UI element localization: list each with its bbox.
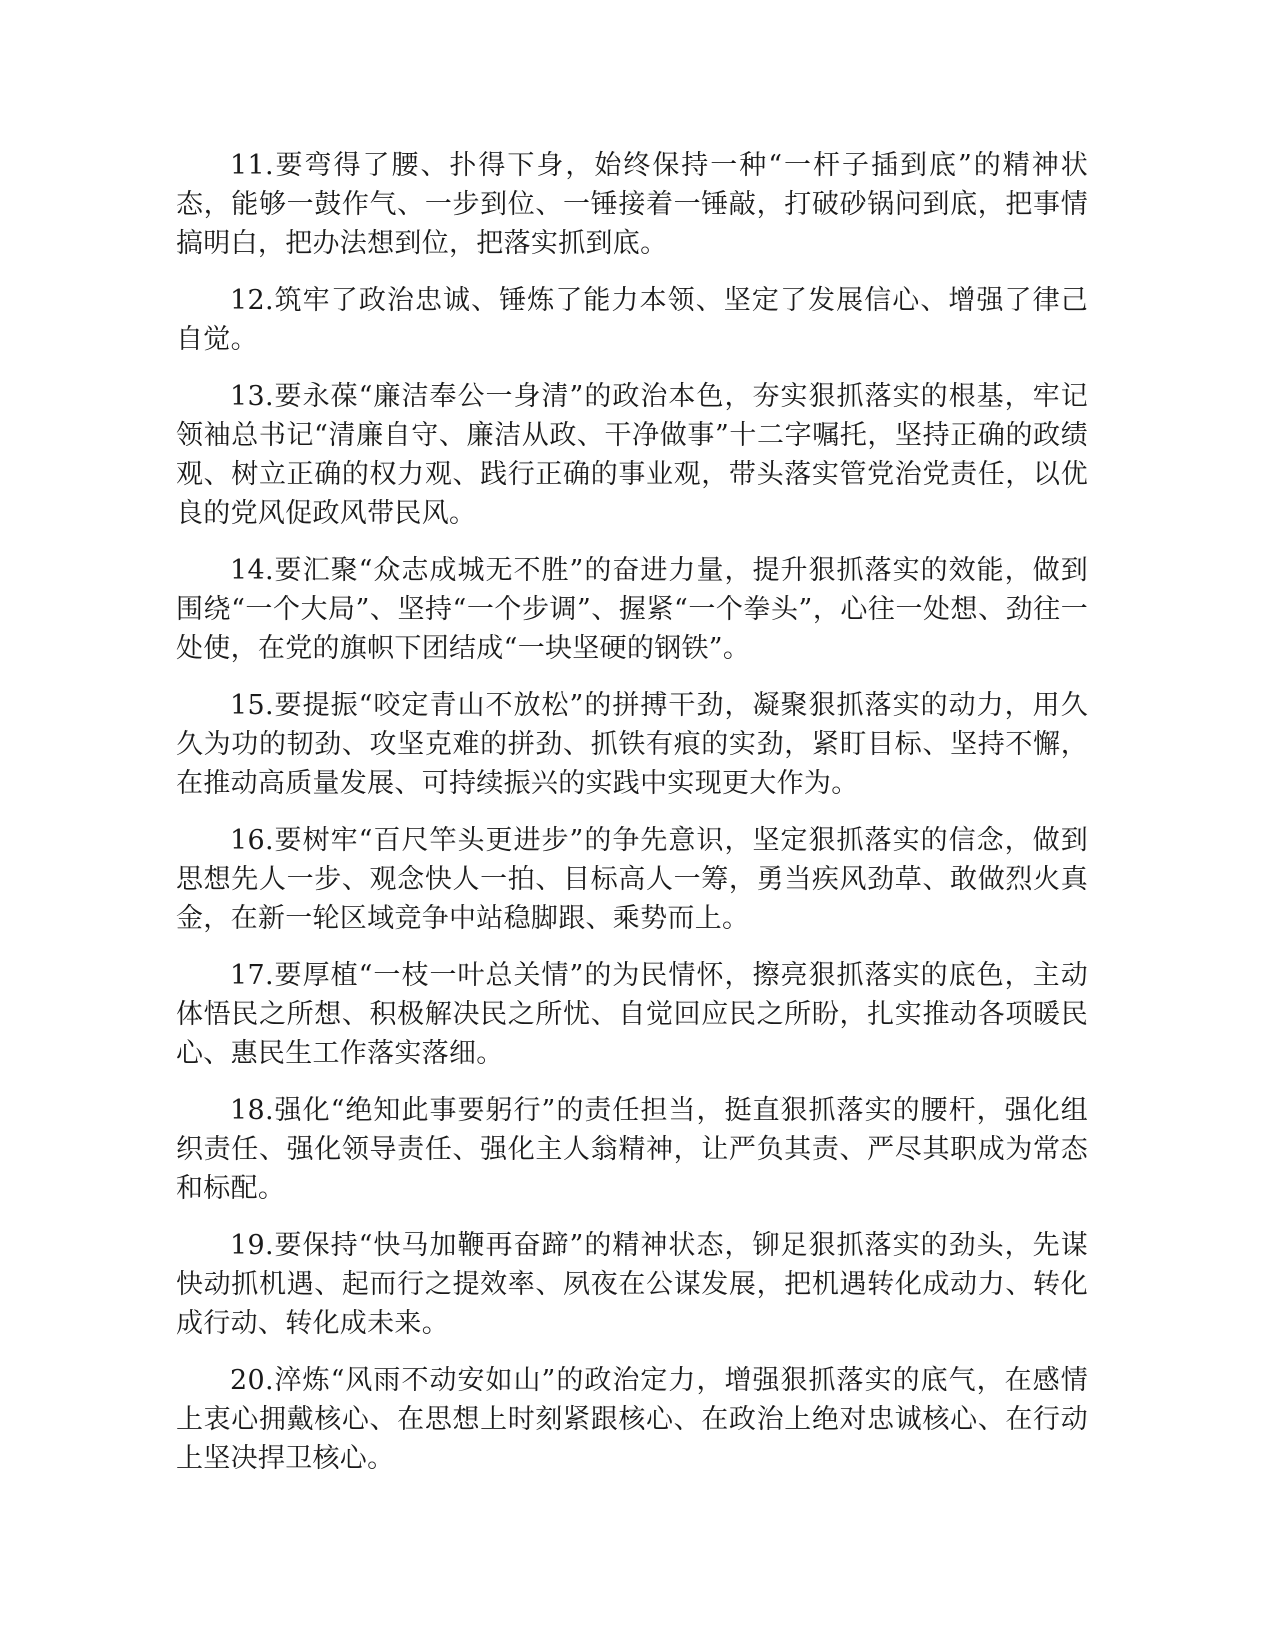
paragraph-20: 20.淬炼“风雨不动安如山”的政治定力，增强狠抓落实的底气，在感情上衷心拥戴核心、在思想上时刻紧跟核心、在政治上绝对忠诚核心、在行动上坚决捍卫核心。	[176, 1365, 1088, 1474]
paragraph-12: 12.筑牢了政治忠诚、锤炼了能力本领、坚定了发展信心、增强了律己自觉。	[176, 285, 1088, 355]
paragraph-18: 18.强化“绝知此事要躬行”的责任担当，挺直狠抓落实的腰杆，强化组织责任、强化领导责任、强化主人翁精神，让严负其责、严尽其职成为常态和标配。	[176, 1095, 1088, 1204]
paragraph-13: 13.要永葆“廉洁奉公一身清”的政治本色，夯实狠抓落实的根基，牢记领袖总书记“清廉自守、廉洁从政、干净做事”十二字嘱托，坚持正确的政绩观、树立正确的权力观、践行正确的事业观，带头落实管党治党责任，以优良的党风促政风带民风。	[176, 381, 1088, 529]
paragraph-15: 15.要提振“咬定青山不放松”的拼搏干劲，凝聚狠抓落实的动力，用久久为功的韧劲、攻坚克难的拼劲、抓铁有痕的实劲，紧盯目标、坚持不懈，在推动高质量发展、可持续振兴的实践中实现更大作为。	[176, 690, 1088, 799]
paragraph-16: 16.要树牢“百尺竿头更进步”的争先意识，坚定狠抓落实的信念，做到思想先人一步、观念快人一拍、目标高人一筹，勇当疾风劲草、敢做烈火真金，在新一轮区域竞争中站稳脚跟、乘势而上。	[176, 825, 1088, 934]
document-body	[176, 146, 1088, 1496]
paragraph-11: 11.要弯得了腰、扑得下身，始终保持一种“一杆子插到底”的精神状态，能够一鼓作气、一步到位、一锤接着一锤敲，打破砂锅问到底，把事情搞明白，把办法想到位，把落实抓到底。	[176, 150, 1088, 259]
paragraph-17: 17.要厚植“一枝一叶总关情”的为民情怀，擦亮狠抓落实的底色，主动体悟民之所想、积极解决民之所忧、自觉回应民之所盼，扎实推动各项暖民心、惠民生工作落实落细。	[176, 960, 1088, 1069]
paragraph-19: 19.要保持“快马加鞭再奋蹄”的精神状态，铆足狠抓落实的劲头，先谋快动抓机遇、起而行之提效率、夙夜在公谋发展，把机遇转化成动力、转化成行动、转化成未来。	[176, 1230, 1088, 1339]
paragraph-14: 14.要汇聚“众志成城无不胜”的奋进力量，提升狠抓落实的效能，做到围绕“一个大局”、坚持“一个步调”、握紧“一个拳头”，心往一处想、劲往一处使，在党的旗帜下团结成“一块坚硬的钢铁”。	[176, 555, 1088, 664]
